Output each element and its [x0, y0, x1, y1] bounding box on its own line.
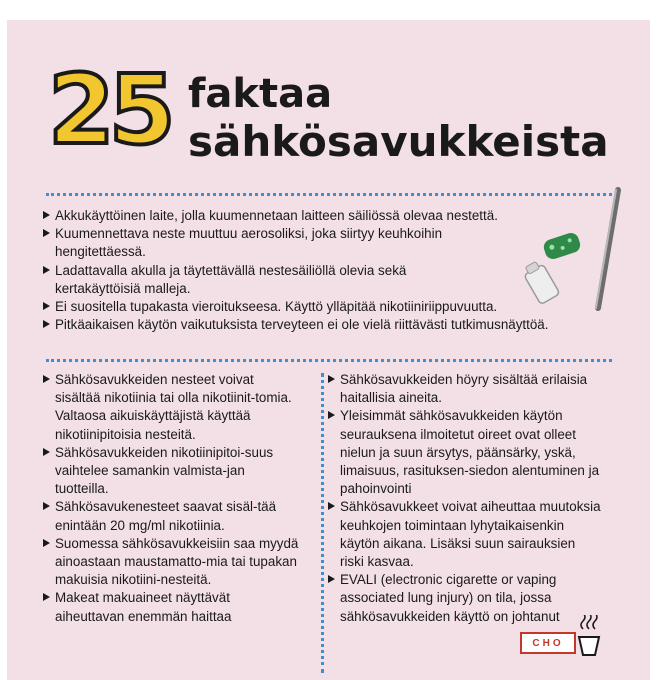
- fact-list-right: [327, 371, 602, 626]
- fact-list-left: [42, 371, 302, 626]
- list-item: Sähkösavukenesteet saavat sisäl-tää enintään 20 mg/ml nikotiinia.: [42, 498, 302, 534]
- list-item: Sähkösavukkeet voivat aiheuttaa muutoksia keuhkojen toimintaan lyhytaikaisenkin käytön aikana. Lisäksi suun sairauksien riski kasvaa.: [327, 498, 602, 571]
- list-item: Pitkäaikaisen käytön vaikutuksista terveyteen ei ole vielä riittävästi tutkimusnäyttöä.: [42, 316, 555, 334]
- dotted-column-divider: [321, 373, 324, 673]
- stamp-label: CHO: [520, 632, 576, 654]
- list-item: Suomessa sähkösavukkeisiin saa myydä ainoastaan maustamatto-mia tai tupakan makuisia nikotiini-nesteitä.: [42, 535, 302, 590]
- list-item: Ladattavalla akulla ja täytettävällä nestesäiliöllä olevia sekä kertakäyttöisiä malleja.: [42, 262, 495, 298]
- list-item: Sähkösavukkeiden nesteet voivat sisältää nikotiinia tai olla nikotiinit-tomia. Valtaosa aikuiskäyttäjistä käyttää nikotiinipitoisia nesteitä.: [42, 371, 302, 444]
- list-item: Makeat makuaineet näyttävät aiheuttavan enemmän haittaa: [42, 589, 302, 625]
- title-number: 25: [48, 54, 170, 166]
- title-line-2: sähkösavukkeista: [188, 117, 609, 166]
- list-item: Kuumennettava neste muuttuu aerosoliksi, joka siirtyy keuhkoihin hengitettäessä.: [42, 225, 525, 261]
- list-item: Akkukäyttöinen laite, jolla kuumennetaan laitteen säiliössä olevaa nestettä.: [42, 207, 602, 225]
- dotted-divider-middle: [46, 359, 612, 362]
- list-item: Yleisimmät sähkösavukkeiden käytön seurauksena ilmoitetut oireet ovat olleet nielun ja suun ärsytys, päänsärky, yskä, limaisuus, rasituksen-siedon alentuminen ja pahoinvointi: [327, 407, 602, 498]
- title-line-1: faktaa: [188, 71, 333, 117]
- list-item: Ei suositella tupakasta vieroitukseesa. Käyttö ylläpitää nikotiiniriippuvuutta.: [42, 298, 602, 316]
- intro-fact-list: [42, 207, 602, 334]
- list-item: Sähkösavukkeiden nikotiinipitoi-suus vaihtelee samankin valmista-jan tuotteilla.: [42, 444, 302, 499]
- list-item: Sähkösavukkeiden höyry sisältää erilaisia haitallisia aineita.: [327, 371, 602, 407]
- list-item: EVALI (electronic cigarette or vaping associated lung injury) on tila, jossa sähkösavukkeiden käyttö on johtanut: [327, 571, 570, 626]
- dotted-divider-top: [46, 193, 612, 196]
- steaming-cup-icon: [575, 615, 603, 657]
